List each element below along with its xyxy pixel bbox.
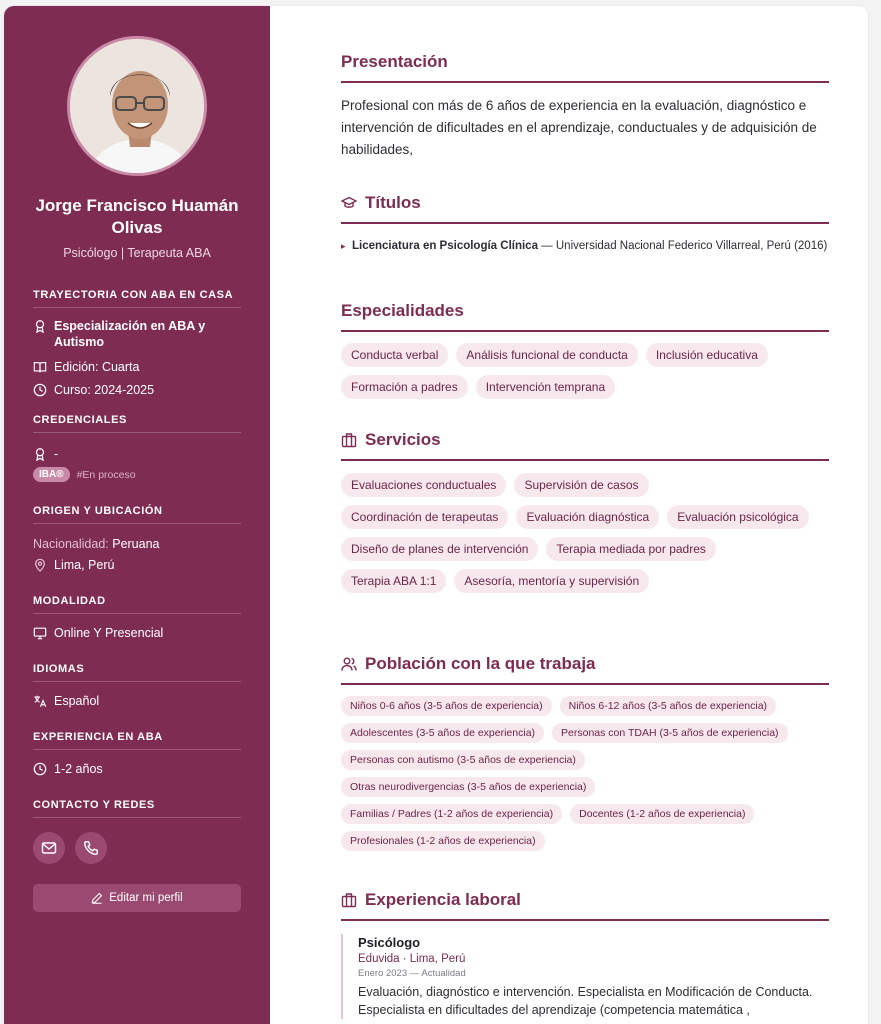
especialidades-heading [341, 301, 829, 332]
section-credenciales-title: CREDENCIALES [33, 414, 241, 433]
sidebar [4, 6, 270, 1024]
section-experiencia-title: EXPERIENCIA EN ABA [33, 731, 241, 750]
book-open-icon [33, 360, 47, 374]
credencial-value: - [54, 447, 59, 461]
award-icon [33, 447, 47, 461]
modalidad-value: Online Y Presencial [54, 626, 164, 640]
titulo-institution: — Universidad Nacional Federico Villarreal, Perú (2016) [537, 240, 828, 252]
email-button[interactable] [33, 832, 65, 864]
especialidad-chip: Conducta verbal [341, 343, 448, 367]
poblacion-heading [341, 654, 829, 685]
section-modalidad-title: MODALIDAD [33, 595, 241, 614]
credencial-row [33, 446, 241, 462]
presentacion-text: Profesional con más de 6 años de experiencia en la evaluación, diagnóstico e intervención de dificultades en el aprendizaje, conductuales y de adquisición de habilidades, [341, 98, 817, 157]
poblacion-chip: Otras neurodivergencias (3-5 años de experiencia) [341, 777, 595, 797]
ubicacion-label: Lima, Perú [54, 558, 115, 572]
poblacion-chip: Niños 6-12 años (3-5 años de experiencia) [560, 696, 776, 716]
poblacion-chip: Familias / Padres (1-2 años de experiencia) [341, 804, 562, 824]
servicio-chip: Evaluaciones conductuales [341, 473, 506, 497]
nacionalidad-row [33, 536, 241, 552]
poblacion-title: Población con la que trabaja [365, 654, 596, 673]
briefcase-icon [341, 892, 357, 908]
titulos-heading [341, 193, 829, 224]
iba-badge: IBA® [33, 467, 70, 482]
modalidad-row [33, 625, 241, 641]
experiencia-laboral-title: Experiencia laboral [365, 890, 521, 909]
poblacion-chip: Niños 0-6 años (3-5 años de experiencia) [341, 696, 552, 716]
servicios-heading [341, 430, 829, 461]
poblacion-chip: Adolescentes (3-5 años de experiencia) [341, 723, 544, 743]
edit-profile-button[interactable] [33, 884, 241, 912]
iba-row [33, 467, 136, 482]
phone-button[interactable] [75, 832, 107, 864]
experiencia-row [33, 761, 241, 777]
monitor-icon [33, 626, 47, 640]
avatar [67, 36, 207, 176]
nacionalidad-label: Nacionalidad: [33, 537, 109, 551]
experiencia-laboral-heading [341, 890, 829, 921]
especialidad-chip: Formación a padres [341, 375, 468, 399]
briefcase-icon [341, 432, 357, 448]
translate-icon [33, 694, 47, 708]
pencil-icon [91, 892, 103, 904]
poblacion-chip: Profesionales (1-2 años de experiencia) [341, 831, 545, 851]
servicio-chip: Coordinación de terapeutas [341, 505, 508, 529]
presentacion-heading [341, 52, 829, 83]
section-idiomas-title: IDIOMAS [33, 663, 241, 682]
servicio-chip: Asesoría, mentoría y supervisión [454, 569, 649, 593]
mail-icon [41, 840, 57, 856]
clock-icon [33, 383, 47, 397]
experiencia-item [341, 934, 829, 1019]
profile-name: Jorge Francisco Huamán Olivas [35, 196, 239, 237]
map-pin-icon [33, 558, 47, 572]
ubicacion-row [33, 557, 241, 573]
titulo-degree: Licenciatura en Psicología Clínica [352, 240, 538, 252]
award-icon [33, 319, 47, 333]
poblacion-list [341, 696, 831, 858]
servicios-list [341, 473, 831, 601]
poblacion-chip: Personas con autismo (3-5 años de experiencia) [341, 750, 585, 770]
edicion-row [33, 359, 241, 375]
curso-label: Curso: 2024-2025 [54, 383, 155, 397]
edit-profile-label: Editar mi perfil [109, 892, 183, 904]
profile-role: Psicólogo | Terapeuta ABA [63, 246, 211, 260]
servicio-chip: Terapia ABA 1:1 [341, 569, 446, 593]
especializacion-label: Especialización en ABA y Autismo [54, 319, 206, 349]
presentacion-title: Presentación [341, 52, 448, 71]
users-icon [341, 656, 357, 672]
iba-note: #En proceso [76, 468, 136, 481]
profile-card [4, 6, 868, 1024]
titulos-title: Títulos [365, 193, 421, 212]
experiencia-empresa: Eduvida · Lima, Perú [358, 953, 466, 965]
nacionalidad-value: Peruana [112, 537, 160, 551]
servicio-chip: Supervisión de casos [514, 473, 648, 497]
idiomas-row [33, 693, 241, 709]
phone-icon [83, 840, 99, 856]
servicio-chip: Terapia mediada por padres [546, 537, 715, 561]
servicio-chip: Evaluación diagnóstica [516, 505, 659, 529]
section-trayectoria-title: TRAYECTORIA CON ABA EN CASA [33, 289, 241, 308]
servicio-chip: Diseño de planes de intervención [341, 537, 538, 561]
experiencia-value: 1-2 años [54, 762, 103, 776]
experiencia-puesto: Psicólogo [358, 935, 421, 950]
bullet-icon: ▸ [341, 241, 346, 251]
especialidad-chip: Análisis funcional de conducta [456, 343, 637, 367]
especialidades-title: Especialidades [341, 301, 464, 320]
poblacion-chip: Docentes (1-2 años de experiencia) [570, 804, 754, 824]
servicio-chip: Evaluación psicológica [667, 505, 808, 529]
graduation-cap-icon [341, 195, 357, 211]
section-origen-title: ORIGEN Y UBICACIÓN [33, 505, 241, 524]
edicion-label: Edición: Cuarta [54, 360, 140, 374]
titulo-item [341, 238, 829, 255]
idiomas-value: Español [54, 694, 100, 708]
especialidad-chip: Inclusión educativa [646, 343, 768, 367]
especialidad-chip: Intervención temprana [476, 375, 615, 399]
servicios-title: Servicios [365, 430, 441, 449]
especialidades-list [341, 343, 831, 407]
especializacion-row [33, 318, 241, 350]
section-contacto-title: CONTACTO Y REDES [33, 799, 241, 818]
curso-row [33, 382, 241, 398]
experiencia-fecha: Enero 2023 — Actualidad [358, 968, 466, 979]
clock-icon [33, 762, 47, 776]
experiencia-descripcion: Evaluación, diagnóstico e intervención. Especialista en Modificación de Conducta. Especialista en dificultades del aprendizaje (competencia matemática , [358, 985, 813, 1017]
poblacion-chip: Personas con TDAH (3-5 años de experiencia) [552, 723, 788, 743]
